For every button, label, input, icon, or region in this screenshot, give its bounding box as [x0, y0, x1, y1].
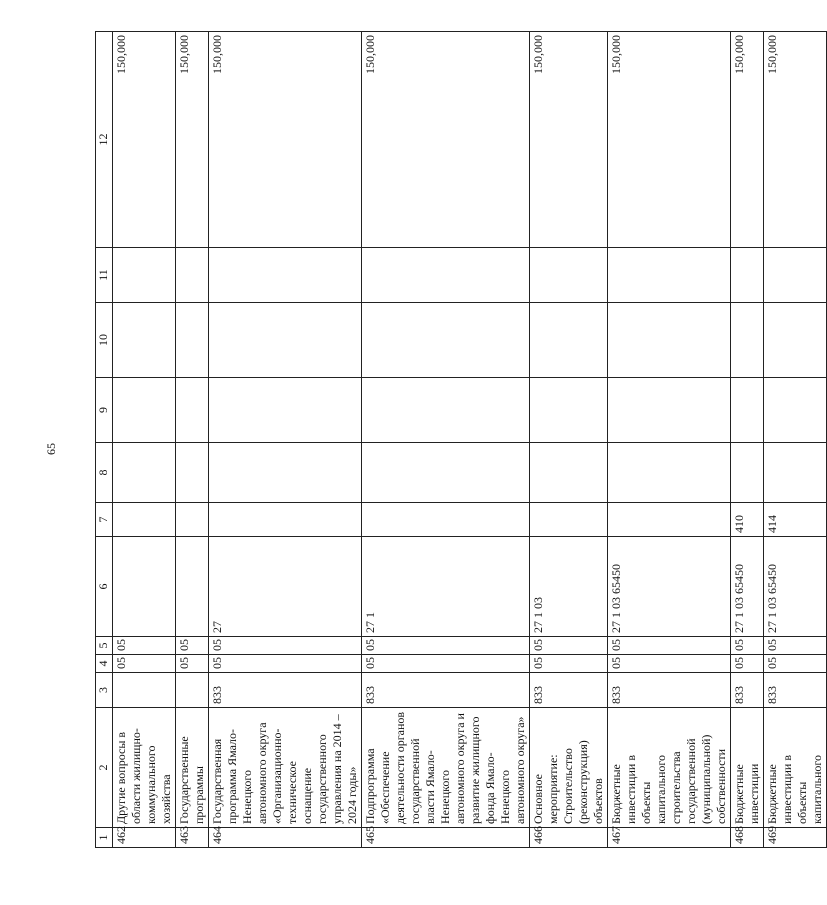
cell-c7: 414 [764, 503, 827, 537]
cell-c11 [530, 248, 608, 303]
col-header-4: 4 [96, 655, 113, 673]
cell-amount: 150,000 [113, 32, 176, 248]
table-row [608, 32, 731, 848]
col-header-11: 11 [96, 248, 113, 303]
cell-name: Государственная программа Ямало-Ненецкого автономного округа «Организационно-техническое оснащение государственного управления на 2014 – 2024 годы» [209, 708, 362, 828]
col-header-12: 12 [96, 32, 113, 248]
cell-c5: 05 [362, 637, 530, 655]
cell-c8 [530, 443, 608, 503]
cell-c6: 27 1 03 65450 [731, 537, 764, 637]
col-header-1: 1 [96, 828, 113, 848]
table-row [530, 32, 608, 848]
cell-c6: 27 1 03 65450 [764, 537, 827, 637]
cell-amount: 150,000 [362, 32, 530, 248]
cell-c8 [209, 443, 362, 503]
cell-row-number: 462 [113, 828, 176, 848]
table-row [113, 32, 176, 848]
cell-name: Другие вопросы в области жилищно-коммунального хозяйства [113, 708, 176, 828]
cell-row-number: 467 [608, 828, 731, 848]
cell-name: Государственные программы [176, 708, 209, 828]
header-row [96, 32, 113, 848]
table-row [209, 32, 362, 848]
cell-row-number: 464 [209, 828, 362, 848]
cell-c9 [113, 378, 176, 443]
cell-c4: 05 [362, 655, 530, 673]
cell-c4: 05 [209, 655, 362, 673]
cell-c5: 05 [113, 637, 176, 655]
cell-c11 [176, 248, 209, 303]
col-header-7: 7 [96, 503, 113, 537]
cell-c6 [113, 537, 176, 637]
cell-c5: 05 [608, 637, 731, 655]
cell-c3: 833 [608, 673, 731, 708]
cell-c10 [362, 303, 530, 378]
cell-c11 [113, 248, 176, 303]
cell-c5: 05 [209, 637, 362, 655]
cell-c10 [608, 303, 731, 378]
cell-c7: 410 [731, 503, 764, 537]
cell-row-number: 468 [731, 828, 764, 848]
cell-c3: 833 [209, 673, 362, 708]
cell-c8 [113, 443, 176, 503]
cell-c7 [530, 503, 608, 537]
cell-c5: 05 [764, 637, 827, 655]
cell-c3 [113, 673, 176, 708]
cell-row-number: 466 [530, 828, 608, 848]
cell-c8 [608, 443, 731, 503]
cell-c9 [608, 378, 731, 443]
col-header-6: 6 [96, 537, 113, 637]
cell-c4: 05 [113, 655, 176, 673]
cell-c9 [209, 378, 362, 443]
cell-amount: 150,000 [764, 32, 827, 248]
col-header-3: 3 [96, 673, 113, 708]
cell-c3 [176, 673, 209, 708]
cell-name: Бюджетные инвестиции в объекты капитального строительства государственной (муниципальной) собственности [608, 708, 731, 828]
cell-c9 [530, 378, 608, 443]
cell-c11 [764, 248, 827, 303]
cell-c10 [764, 303, 827, 378]
cell-c3: 833 [731, 673, 764, 708]
cell-c8 [176, 443, 209, 503]
col-header-9: 9 [96, 378, 113, 443]
cell-c5: 05 [731, 637, 764, 655]
cell-c7 [608, 503, 731, 537]
col-header-10: 10 [96, 303, 113, 378]
cell-c11 [209, 248, 362, 303]
cell-c3: 833 [764, 673, 827, 708]
cell-c6: 27 1 03 [530, 537, 608, 637]
cell-c7 [176, 503, 209, 537]
cell-c10 [176, 303, 209, 378]
cell-c6: 27 [209, 537, 362, 637]
cell-row-number: 463 [176, 828, 209, 848]
col-header-2: 2 [96, 708, 113, 828]
cell-row-number: 465 [362, 828, 530, 848]
col-header-8: 8 [96, 443, 113, 503]
cell-c3: 833 [530, 673, 608, 708]
cell-c3: 833 [362, 673, 530, 708]
cell-c9 [176, 378, 209, 443]
cell-c5: 05 [176, 637, 209, 655]
cell-c10 [209, 303, 362, 378]
cell-c4: 05 [731, 655, 764, 673]
cell-amount: 150,000 [608, 32, 731, 248]
budget-table-container [95, 32, 824, 848]
cell-c8 [764, 443, 827, 503]
cell-c7 [113, 503, 176, 537]
cell-c11 [731, 248, 764, 303]
cell-amount: 150,000 [731, 32, 764, 248]
cell-name: Подпрограмма «Обеспечение деятельности органов государственной власти Ямало-Ненецкого автономного округа и развитие жилищного фонда Ямало-Ненецкого автономного округа» [362, 708, 530, 828]
cell-c8 [362, 443, 530, 503]
cell-c4: 05 [608, 655, 731, 673]
cell-row-number: 469 [764, 828, 827, 848]
cell-amount: 150,000 [176, 32, 209, 248]
cell-c7 [362, 503, 530, 537]
cell-c9 [764, 378, 827, 443]
cell-c7 [209, 503, 362, 537]
cell-c4: 05 [176, 655, 209, 673]
cell-c9 [731, 378, 764, 443]
cell-name: Основное мероприятие: Строительство (реконструкция) объектов [530, 708, 608, 828]
cell-c4: 05 [764, 655, 827, 673]
cell-name: Бюджетные инвестиции в объекты капитального [764, 708, 827, 828]
table-row [731, 32, 764, 848]
table-row [362, 32, 530, 848]
cell-c10 [530, 303, 608, 378]
cell-c10 [731, 303, 764, 378]
cell-amount: 150,000 [209, 32, 362, 248]
cell-amount: 150,000 [530, 32, 608, 248]
budget-table [95, 31, 827, 848]
cell-c11 [362, 248, 530, 303]
table-row [176, 32, 209, 848]
cell-c6 [176, 537, 209, 637]
table-row [764, 32, 827, 848]
cell-c6: 27 1 [362, 537, 530, 637]
cell-c6: 27 1 03 65450 [608, 537, 731, 637]
col-header-5: 5 [96, 637, 113, 655]
cell-c8 [731, 443, 764, 503]
cell-c4: 05 [530, 655, 608, 673]
cell-c11 [608, 248, 731, 303]
cell-c10 [113, 303, 176, 378]
page-number: 65 [44, 443, 58, 455]
cell-c5: 05 [530, 637, 608, 655]
cell-c9 [362, 378, 530, 443]
cell-name: Бюджетные инвестиции [731, 708, 764, 828]
